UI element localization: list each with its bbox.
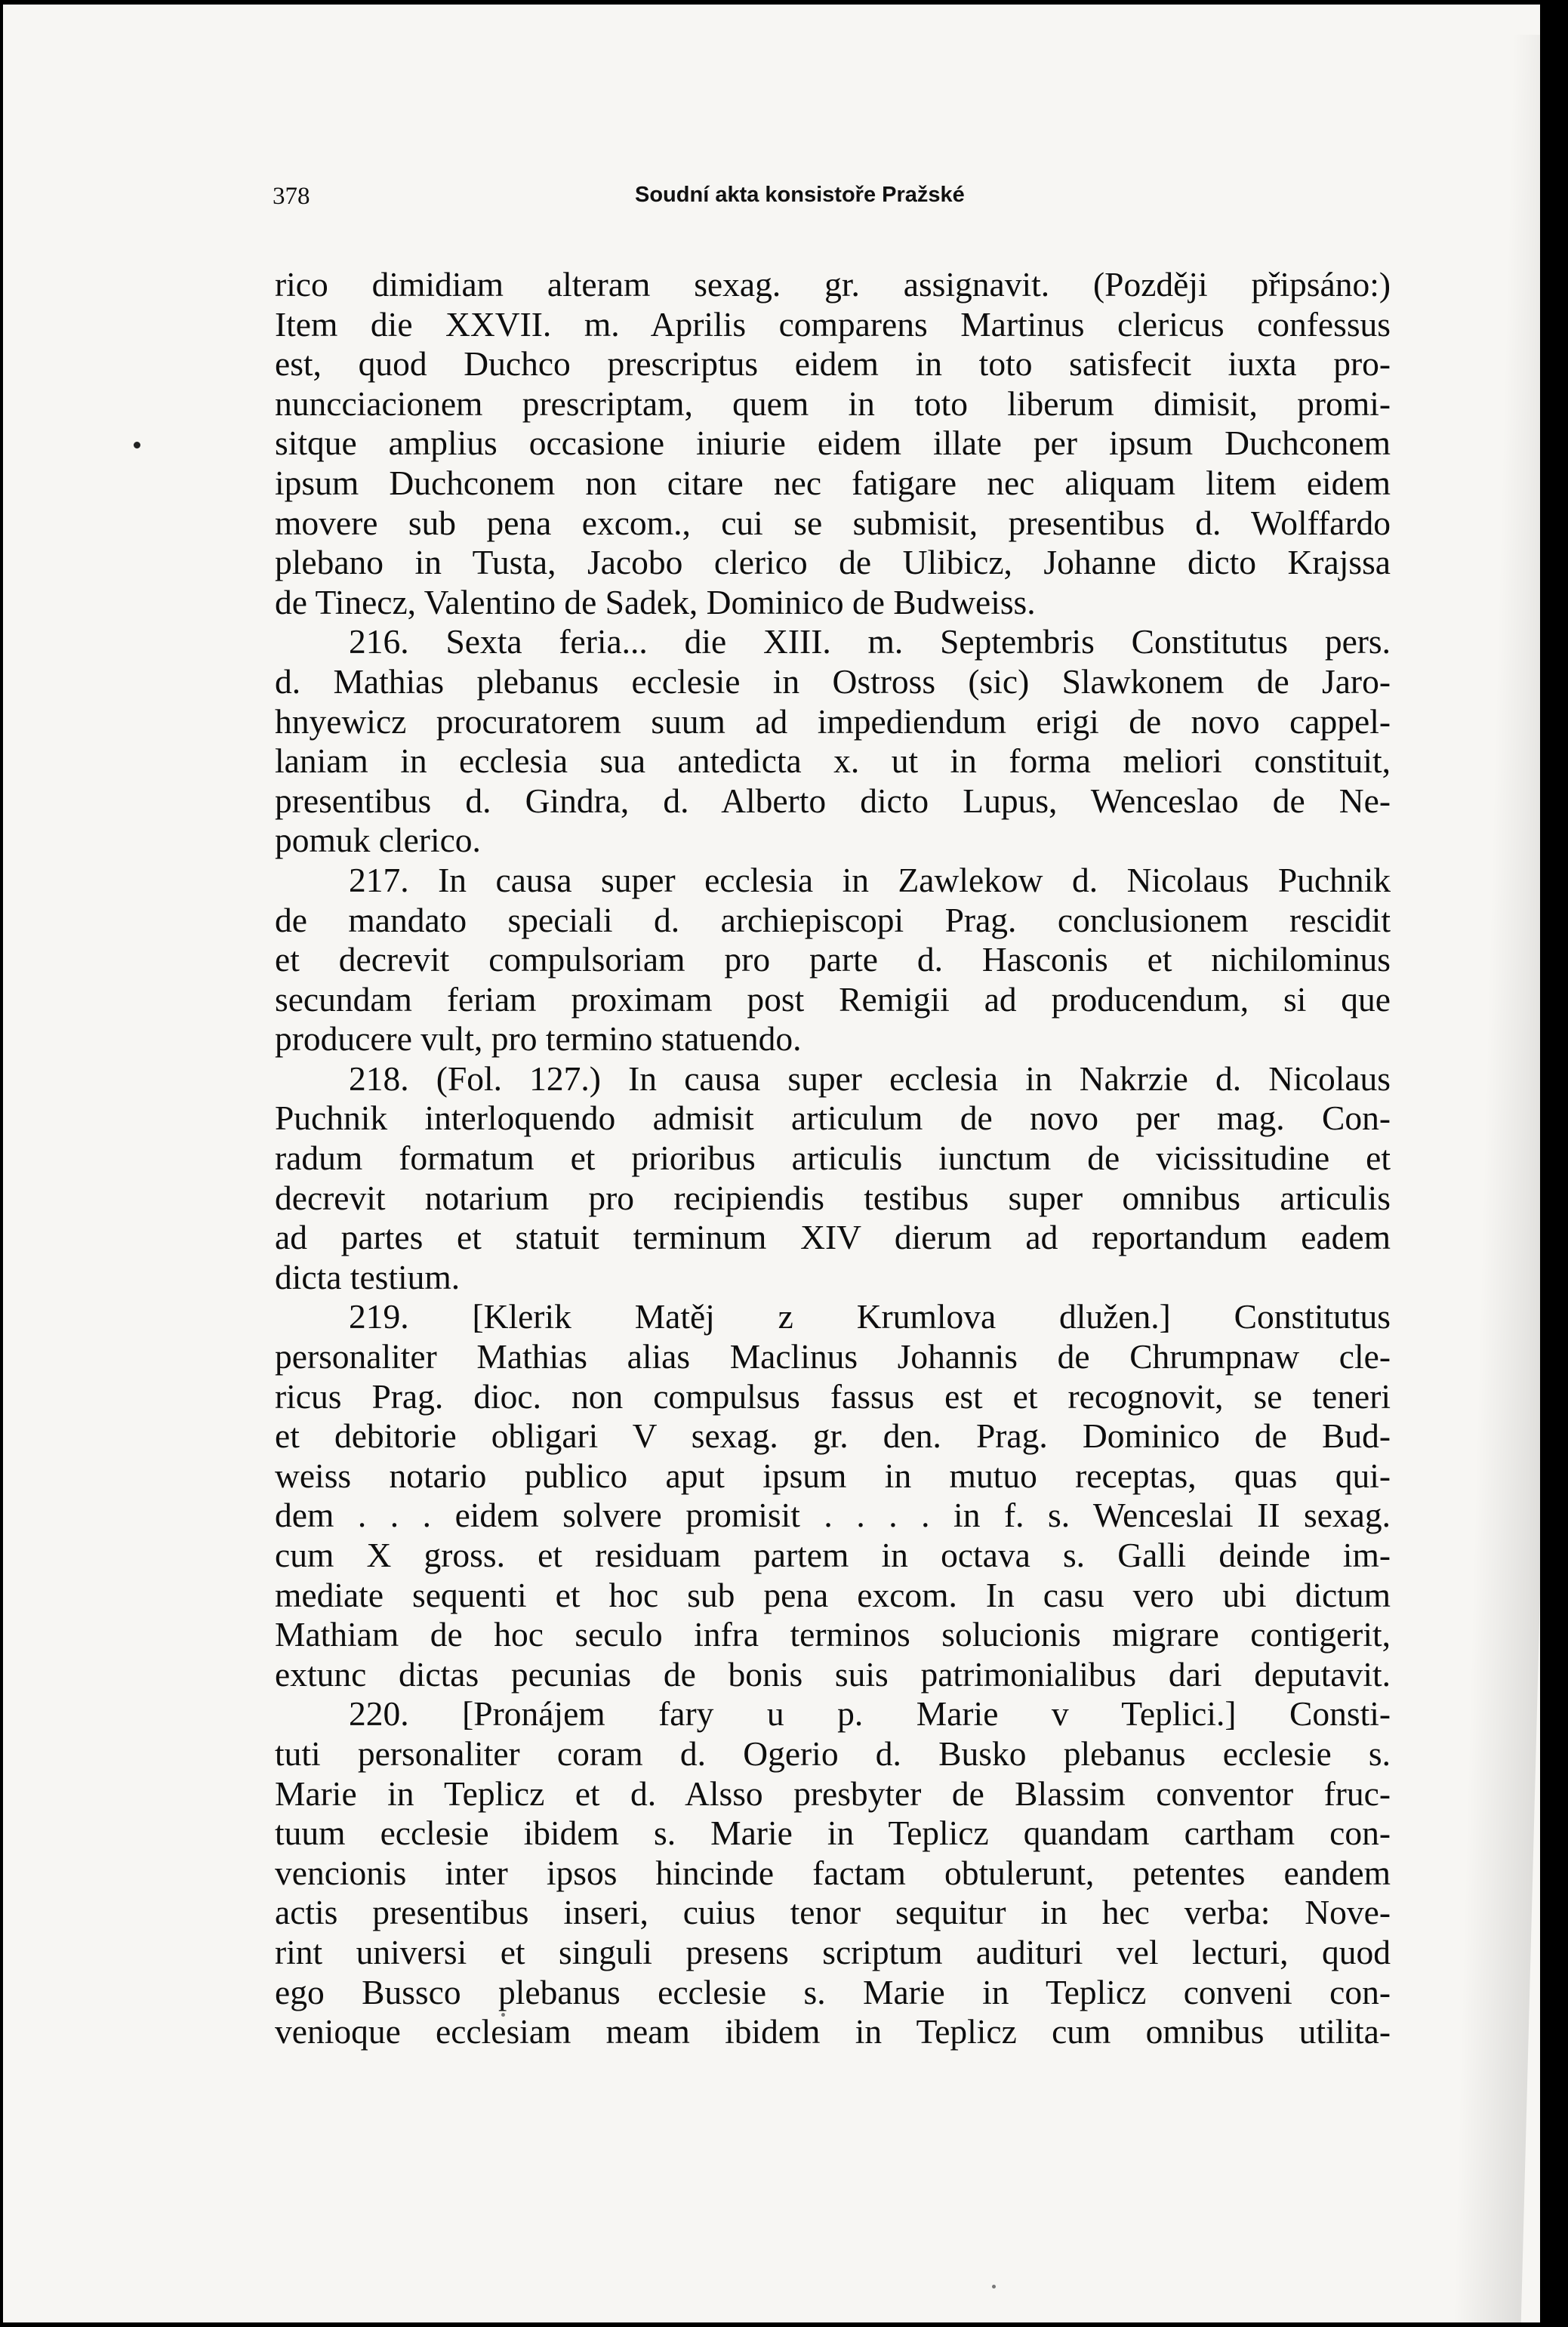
text-line: ricus Prag. dioc. non compulsus fassus est et recognovit, se teneri (275, 1376, 1391, 1416)
text-line: laniam in ecclesia sua antedicta x. ut in forma meliori constituit, (275, 741, 1391, 781)
text-line: est, quod Duchco prescriptus eidem in toto satisfecit iuxta pro- (275, 344, 1391, 384)
text-line: ego Bussco plebanus ecclesie s. Marie in Teplicz conveni con- (275, 1972, 1391, 2011)
text-line: rico dimidiam alteram sexag. gr. assignavit. (Později připsáno:) (275, 265, 1391, 304)
text-line: plebano in Tusta, Jacobo clerico de Ulibicz, Johanne dicto Krajssa (275, 543, 1391, 582)
entry-220-start: 220. [Pronájem fary u p. Marie v Teplici.] Consti- (349, 1694, 1391, 1734)
text-line: de mandato speciali d. archiepiscopi Prag. conclusionem rescidit (275, 900, 1391, 939)
paper-speck (992, 2285, 996, 2288)
text-line: nuncciacionem prescriptam, quem in toto liberum dimisit, promi- (275, 384, 1391, 423)
entry-218-start: 218. (Fol. 127.) In causa super ecclesia in Nakrzie d. Nicolaus (349, 1059, 1391, 1098)
text-line: dicta testium. (275, 1257, 461, 1296)
text-line: hnyewicz procuratorem suum ad impediendum erigi de novo cappel- (275, 701, 1391, 741)
entry-216-start: 216. Sexta feria... die XIII. m. Septembris Constitutus pers. (349, 622, 1391, 661)
margin-dot-mark (134, 442, 140, 448)
text-line: d. Mathias plebanus ecclesie in Ostross (sic) Slawkonem de Jaro- (275, 661, 1391, 701)
text-line: tuti personaliter coram d. Ogerio d. Busko plebanus ecclesie s. (275, 1734, 1391, 1773)
text-line: actis presentibus inseri, cuius tenor sequitur in hec verba: Nove- (275, 1893, 1391, 1932)
body-text (275, 265, 1391, 2052)
text-line: ad partes et statuit terminum XIV dierum ad reportandum eadem (275, 1218, 1391, 1257)
text-line: decrevit notarium pro recipiendis testibus super omnibus articulis (275, 1178, 1391, 1217)
text-line: presentibus d. Gindra, d. Alberto dicto Lupus, Wenceslao de Ne- (275, 781, 1391, 820)
text-line: movere sub pena excom., cui se submisit, presentibus d. Wolffardo (275, 503, 1391, 542)
text-line: de Tinecz, Valentino de Sadek, Dominico de Budweiss. (275, 582, 1036, 621)
text-line: personaliter Mathias alias Maclinus Johannis de Chrumpnaw cle- (275, 1337, 1391, 1376)
text-line: dem . . . eidem solvere promisit . . . . in f. s. Wenceslai II sexag. (275, 1496, 1391, 1535)
page-edge-shadow (1452, 35, 1540, 2322)
text-line: vencionis inter ipsos hincinde factam obtulerunt, petentes eandem (275, 1853, 1391, 1892)
book-page (3, 5, 1540, 2322)
text-line: tuum ecclesie ibidem s. Marie in Teplicz quandam cartham con- (275, 1814, 1391, 1853)
text-line: Marie in Teplicz et d. Alsso presbyter de Blassim conventor fruc- (275, 1774, 1391, 1813)
text-line: Item die XXVII. m. Aprilis comparens Martinus clericus confessus (275, 304, 1391, 344)
running-title: Soudní akta konsistoře Pražské (635, 183, 965, 207)
text-line: rint universi et singuli presens scriptum audituri vel lecturi, quod (275, 1932, 1391, 1971)
entry-217-start: 217. In causa super ecclesia in Zawlekow d. Nicolaus Puchnik (349, 860, 1391, 899)
entry-219-start: 219. [Klerik Matěj z Krumlova dlužen.] Constitutus (349, 1297, 1391, 1336)
text-line: venioque ecclesiam meam ibidem in Teplicz cum omnibus utilita- (275, 2012, 1391, 2051)
text-line: extunc dictas pecunias de bonis suis patrimonialibus dari deputavit. (275, 1654, 1391, 1694)
text-line: Mathiam de hoc seculo infra terminos solucionis migrare contigerit, (275, 1615, 1391, 1654)
text-line: secundam feriam proximam post Remigii ad producendum, si que (275, 979, 1391, 1019)
text-line: et decrevit compulsoriam pro parte d. Hasconis et nichilominus (275, 940, 1391, 979)
text-line: radum formatum et prioribus articulis iunctum de vicissitudine et (275, 1139, 1391, 1178)
text-line: mediate sequenti et hoc sub pena excom. In casu vero ubi dictum (275, 1575, 1391, 1614)
text-line: Puchnik interloquendo admisit articulum de novo per mag. Con- (275, 1099, 1391, 1138)
text-line: cum X gross. et residuam partem in octava s. Galli deinde im- (275, 1536, 1391, 1574)
text-line: producere vult, pro termino statuendo. (275, 1019, 802, 1059)
text-line: sitque amplius occasione iniurie eidem illate per ipsum Duchconem (275, 424, 1391, 463)
page-header (273, 183, 1390, 213)
text-line: pomuk clerico. (275, 821, 481, 860)
text-line: ipsum Duchconem non citare nec fatigare nec aliquam litem eidem (275, 463, 1391, 502)
text-line: et debitorie obligari V sexag. gr. den. Prag. Dominico de Bud- (275, 1416, 1391, 1456)
page-number: 378 (273, 183, 310, 210)
text-line: weiss notario publico aput ipsum in mutuo receptas, quas qui- (275, 1456, 1391, 1495)
